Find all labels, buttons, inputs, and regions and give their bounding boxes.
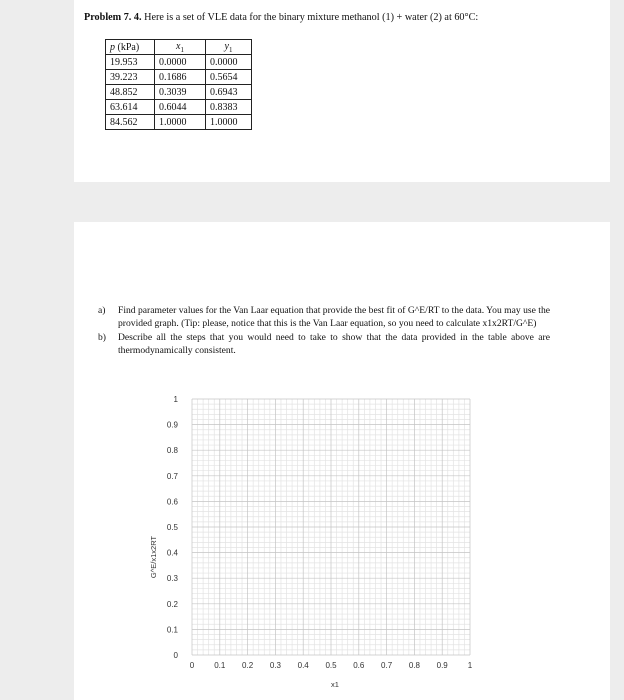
table-cell: 0.1686 xyxy=(155,70,206,85)
y-tick-labels xyxy=(167,395,179,660)
table-cell: 19.953 xyxy=(106,55,155,70)
problem-statement xyxy=(84,11,604,25)
problem-text: Here is a set of VLE data for the binary mixture methanol (1) + water (2) at 60°C: xyxy=(144,12,479,23)
table-cell: 0.8383 xyxy=(206,100,252,115)
y-tick-label: 0.6 xyxy=(166,497,178,507)
table-cell: 1.0000 xyxy=(155,115,206,130)
x-tick-label: 0.6 xyxy=(353,661,365,670)
question-text: Find parameter values for the Van Laar equation that provide the best fit of G^E/RT to the data. You may use the provided graph. (Tip: please, notice that this is the Van Laar equation, so you need to calculate x1x2RT/G^E) xyxy=(118,305,550,330)
document-page-2 xyxy=(74,222,610,700)
table-cell: 48.852 xyxy=(106,85,155,100)
blank-graph xyxy=(144,387,564,699)
y-tick-label: 0.1 xyxy=(166,625,178,635)
y-tick-label: 0.9 xyxy=(166,420,178,430)
table-cell: 0.5654 xyxy=(206,70,252,85)
x-tick-label: 0.4 xyxy=(297,661,309,670)
x-tick-label: 0.7 xyxy=(381,661,393,670)
header-y1: $y_1$ xyxy=(206,40,252,55)
question-label: a) xyxy=(98,305,106,316)
table-cell: 1.0000 xyxy=(206,115,252,130)
y-tick-label: 0.4 xyxy=(166,548,178,558)
x-tick-label: 1 xyxy=(467,661,473,670)
table-cell: 0.0000 xyxy=(206,55,252,70)
y-tick-label: 0.2 xyxy=(166,599,178,609)
question-list xyxy=(98,304,550,357)
x-axis-label: x1 xyxy=(331,680,339,689)
table-row xyxy=(106,100,252,115)
y-axis-label: G^E/x1x2RT xyxy=(149,535,158,579)
question-label: b) xyxy=(98,331,106,343)
question-b xyxy=(98,331,550,358)
y-tick-label: 0.3 xyxy=(166,574,178,584)
document-page-1 xyxy=(74,0,610,182)
y-tick-label: 0.5 xyxy=(166,523,178,532)
y-tick-label: 1 xyxy=(173,395,178,404)
x-tick-label: 0.3 xyxy=(269,661,281,670)
x-tick-label: 0 xyxy=(189,661,195,670)
table-cell: 0.3039 xyxy=(155,85,206,100)
x-tick-label: 0.2 xyxy=(242,661,254,670)
x-tick-label: 0.8 xyxy=(408,661,420,670)
table-cell: 0.6044 xyxy=(155,100,206,115)
table-row xyxy=(106,85,252,100)
vle-data-table xyxy=(105,39,252,130)
table-row xyxy=(106,115,252,130)
table-cell: 63.614 xyxy=(106,100,155,115)
major-grid xyxy=(192,399,470,655)
problem-heading: Problem 7. 4. xyxy=(84,12,142,23)
header-x1: $x_1$ xyxy=(155,40,206,55)
x-tick-label: 0.9 xyxy=(436,661,448,670)
table-header-row xyxy=(106,40,252,55)
table-row xyxy=(106,70,252,85)
x-tick-label: 0.5 xyxy=(325,661,337,670)
question-text: Describe all the steps that you would need to take to show that the data provided in the table above are thermodynamically consistent. xyxy=(118,331,550,356)
x-tick-labels xyxy=(190,661,473,670)
table-cell: 0.0000 xyxy=(155,55,206,70)
question-a xyxy=(98,304,550,331)
x-tick-label: 0.1 xyxy=(214,661,226,670)
y-tick-label: 0 xyxy=(173,651,178,660)
y-tick-label: 0.7 xyxy=(166,471,178,481)
table-row xyxy=(106,55,252,70)
table-cell: 84.562 xyxy=(106,115,155,130)
header-pressure: p (kPa) xyxy=(106,40,155,55)
table-cell: 39.223 xyxy=(106,70,155,85)
y-tick-label: 0.8 xyxy=(166,446,178,456)
table-cell: 0.6943 xyxy=(206,85,252,100)
